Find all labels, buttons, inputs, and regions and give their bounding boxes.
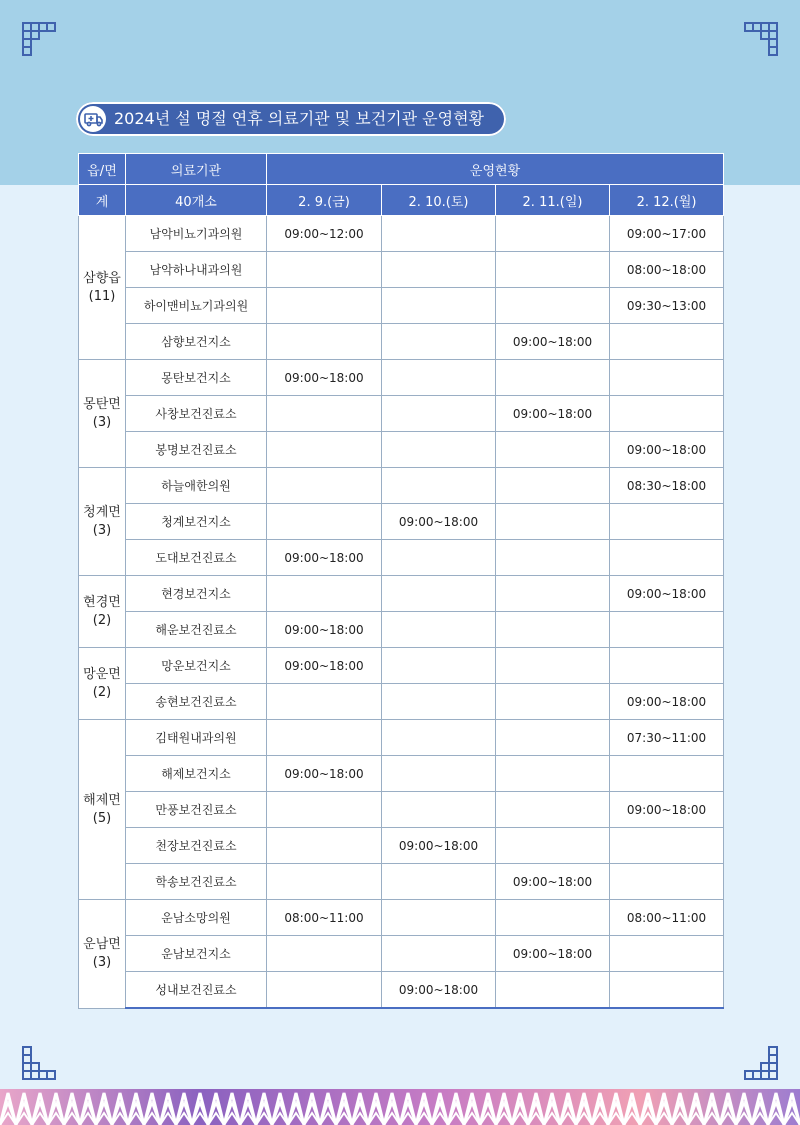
- hours-cell: [382, 288, 496, 324]
- hours-cell: [267, 576, 382, 612]
- hours-cell: [382, 540, 496, 576]
- table-row: [79, 864, 724, 900]
- table-row: [79, 828, 724, 864]
- table-row: [79, 540, 724, 576]
- hours-cell: [496, 252, 610, 288]
- institution-cell: 몽탄보건지소: [126, 360, 267, 396]
- institution-cell: 남악하나내과의원: [126, 252, 267, 288]
- hours-cell: [267, 396, 382, 432]
- institution-cell: 삼향보건지소: [126, 324, 267, 360]
- institution-cell: 운남보건지소: [126, 936, 267, 972]
- institution-cell: 현경보건지소: [126, 576, 267, 612]
- hours-cell: [267, 504, 382, 540]
- hours-cell: [382, 648, 496, 684]
- header-status: 운영현황: [267, 154, 724, 185]
- area-cell: [79, 720, 126, 900]
- table-row: [79, 684, 724, 720]
- area-name: 망운면: [83, 666, 121, 682]
- grid-stair-icon: [22, 22, 56, 56]
- hours-cell: [496, 576, 610, 612]
- hours-cell: [610, 828, 724, 864]
- hours-cell: [610, 972, 724, 1009]
- institution-cell: 학송보건진료소: [126, 864, 267, 900]
- table-row: [79, 936, 724, 972]
- table-row: [79, 900, 724, 936]
- header-area: 읍/면: [79, 154, 126, 185]
- operating-status-table: [78, 153, 724, 1009]
- institution-cell: 해제보건지소: [126, 756, 267, 792]
- area-count: (3): [92, 414, 112, 430]
- hours-cell: [267, 720, 382, 756]
- hours-cell: [610, 612, 724, 648]
- table-row: [79, 216, 724, 252]
- hours-cell: 07:30~11:00: [610, 720, 724, 756]
- hours-cell: [382, 396, 496, 432]
- area-name: 청계면: [83, 504, 121, 520]
- institution-cell: 해운보건진료소: [126, 612, 267, 648]
- header-institution: 의료기관: [126, 154, 267, 185]
- area-name: 해제면: [83, 792, 121, 808]
- institution-cell: 도대보건진료소: [126, 540, 267, 576]
- hours-cell: 08:00~11:00: [267, 900, 382, 936]
- hours-cell: [496, 828, 610, 864]
- day-header: 2. 12.(월): [610, 185, 724, 216]
- page-title: 2024년 설 명절 연휴 의료기관 및 보건기관 운영현황: [114, 109, 484, 128]
- area-cell: [79, 468, 126, 576]
- total-label: 계: [79, 185, 126, 216]
- hours-cell: [382, 720, 496, 756]
- hours-cell: [267, 936, 382, 972]
- hours-cell: 09:00~18:00: [267, 648, 382, 684]
- hours-cell: [382, 576, 496, 612]
- institution-cell: 망운보건지소: [126, 648, 267, 684]
- table-row: [79, 756, 724, 792]
- hours-cell: 09:00~18:00: [267, 540, 382, 576]
- hours-cell: [496, 792, 610, 828]
- table-row: [79, 648, 724, 684]
- hours-cell: [496, 972, 610, 1009]
- table-row: [79, 432, 724, 468]
- hours-cell: [382, 360, 496, 396]
- institution-cell: 청계보건지소: [126, 504, 267, 540]
- hours-cell: [267, 828, 382, 864]
- hours-cell: [610, 864, 724, 900]
- hours-cell: [610, 648, 724, 684]
- hours-cell: [496, 288, 610, 324]
- hours-cell: [496, 756, 610, 792]
- institution-cell: 사창보건진료소: [126, 396, 267, 432]
- table-row: [79, 792, 724, 828]
- hours-cell: [267, 864, 382, 900]
- hours-cell: [610, 324, 724, 360]
- area-count: (2): [92, 612, 112, 628]
- hours-cell: [610, 360, 724, 396]
- hours-cell: [496, 432, 610, 468]
- institution-cell: 봉명보건진료소: [126, 432, 267, 468]
- hours-cell: [382, 936, 496, 972]
- hours-cell: 09:00~18:00: [267, 756, 382, 792]
- total-count: 40개소: [126, 185, 267, 216]
- day-header: 2. 9.(금): [267, 185, 382, 216]
- ambulance-icon: [80, 106, 106, 132]
- hours-cell: [496, 612, 610, 648]
- day-header: 2. 11.(일): [496, 185, 610, 216]
- institution-cell: 하늘애한의원: [126, 468, 267, 504]
- hours-cell: [382, 252, 496, 288]
- area-cell: [79, 900, 126, 1009]
- area-count: (2): [92, 684, 112, 700]
- hours-cell: [267, 432, 382, 468]
- hours-cell: [610, 504, 724, 540]
- hours-cell: 09:00~18:00: [496, 936, 610, 972]
- hours-cell: 09:00~18:00: [610, 576, 724, 612]
- area-cell: [79, 216, 126, 360]
- hours-cell: [267, 324, 382, 360]
- institution-cell: 성내보건진료소: [126, 972, 267, 1009]
- hours-cell: 09:00~17:00: [610, 216, 724, 252]
- grid-stair-icon: [744, 1046, 778, 1080]
- hours-cell: [610, 396, 724, 432]
- day-header: 2. 10.(토): [382, 185, 496, 216]
- hours-cell: 09:00~18:00: [610, 432, 724, 468]
- institution-cell: 송현보건진료소: [126, 684, 267, 720]
- hours-cell: 09:30~13:00: [610, 288, 724, 324]
- area-name: 운남면: [83, 936, 121, 952]
- hours-cell: [496, 468, 610, 504]
- hours-cell: [382, 432, 496, 468]
- hours-cell: 09:00~18:00: [496, 864, 610, 900]
- table-row: [79, 468, 724, 504]
- table-row: [79, 576, 724, 612]
- hours-cell: [610, 540, 724, 576]
- hours-cell: [382, 864, 496, 900]
- hours-cell: 09:00~18:00: [382, 828, 496, 864]
- table-row: [79, 720, 724, 756]
- hours-cell: 09:00~18:00: [267, 612, 382, 648]
- hours-cell: 09:00~18:00: [382, 972, 496, 1009]
- hours-cell: [382, 468, 496, 504]
- area-count: (3): [92, 522, 112, 538]
- hours-cell: [382, 324, 496, 360]
- hours-cell: [496, 900, 610, 936]
- hours-cell: [267, 684, 382, 720]
- institution-cell: 만풍보건진료소: [126, 792, 267, 828]
- hours-cell: 09:00~18:00: [267, 360, 382, 396]
- hours-cell: [382, 792, 496, 828]
- hours-cell: [267, 972, 382, 1009]
- grid-stair-icon: [22, 1046, 56, 1080]
- area-cell: [79, 576, 126, 648]
- grid-stair-icon: [744, 22, 778, 56]
- table-row: [79, 504, 724, 540]
- hours-cell: [496, 648, 610, 684]
- hours-cell: [496, 684, 610, 720]
- institution-cell: 남악비뇨기과의원: [126, 216, 267, 252]
- hours-cell: [496, 504, 610, 540]
- hours-cell: [610, 936, 724, 972]
- institution-cell: 천장보건진료소: [126, 828, 267, 864]
- chevron-pattern-band: [0, 1089, 800, 1125]
- hours-cell: [382, 684, 496, 720]
- hours-cell: 09:00~18:00: [382, 504, 496, 540]
- hours-cell: [496, 216, 610, 252]
- area-cell: [79, 648, 126, 720]
- hours-cell: [267, 288, 382, 324]
- table-total-row: [79, 185, 724, 216]
- hours-cell: 09:00~18:00: [496, 324, 610, 360]
- area-cell: [79, 360, 126, 468]
- table-row: [79, 612, 724, 648]
- table-row: [79, 396, 724, 432]
- hours-cell: [382, 756, 496, 792]
- hours-cell: [496, 360, 610, 396]
- hours-cell: 09:00~12:00: [267, 216, 382, 252]
- hours-cell: [267, 252, 382, 288]
- area-count: (5): [92, 810, 112, 826]
- hours-cell: 09:00~18:00: [610, 684, 724, 720]
- hours-cell: [610, 756, 724, 792]
- table-row: [79, 252, 724, 288]
- hours-cell: [382, 612, 496, 648]
- hours-cell: [382, 216, 496, 252]
- table-row: [79, 324, 724, 360]
- area-name: 몽탄면: [83, 396, 121, 412]
- hours-cell: 08:30~18:00: [610, 468, 724, 504]
- hours-cell: 09:00~18:00: [610, 792, 724, 828]
- hours-cell: 08:00~11:00: [610, 900, 724, 936]
- hours-cell: 09:00~18:00: [496, 396, 610, 432]
- area-name: 삼향읍: [83, 270, 121, 286]
- hours-cell: [496, 540, 610, 576]
- hours-cell: [267, 468, 382, 504]
- table-row: [79, 360, 724, 396]
- table-row: [79, 972, 724, 1009]
- title-banner: [76, 102, 506, 136]
- hours-cell: [267, 792, 382, 828]
- institution-cell: 김태원내과의원: [126, 720, 267, 756]
- area-count: (3): [92, 954, 112, 970]
- hours-cell: [382, 900, 496, 936]
- table-header-row: [79, 154, 724, 185]
- hours-cell: 08:00~18:00: [610, 252, 724, 288]
- institution-cell: 하이맨비뇨기과의원: [126, 288, 267, 324]
- hours-cell: [496, 720, 610, 756]
- table-row: [79, 288, 724, 324]
- area-name: 현경면: [83, 594, 121, 610]
- institution-cell: 운남소망의원: [126, 900, 267, 936]
- area-count: (11): [88, 288, 116, 304]
